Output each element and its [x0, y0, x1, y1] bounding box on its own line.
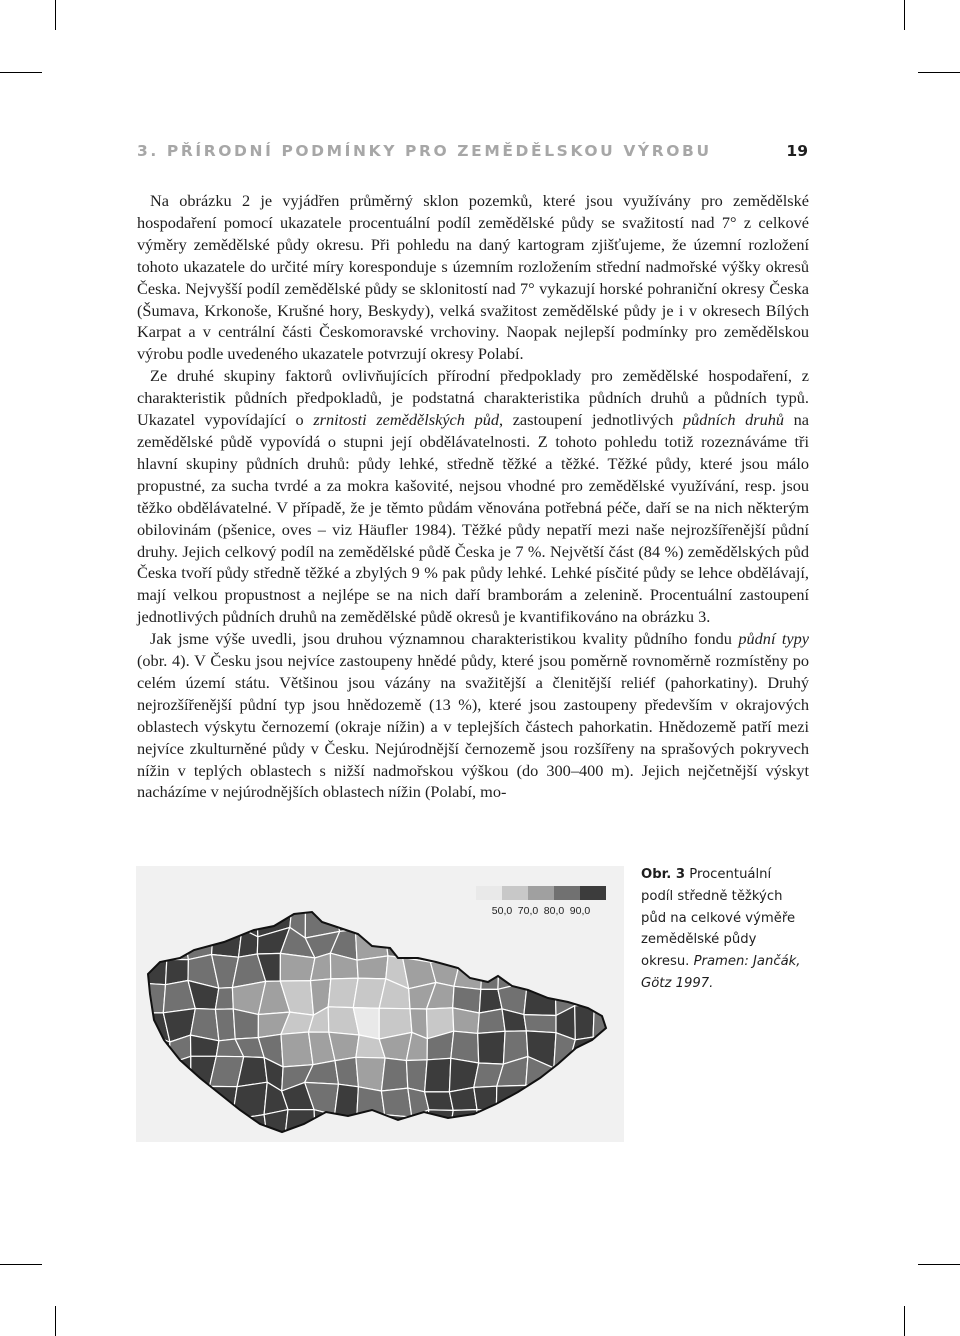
running-head: [137, 142, 808, 164]
district-shape: [215, 1009, 235, 1041]
crop-mark: [904, 1306, 905, 1336]
legend-swatch: [528, 886, 554, 900]
caption-label: Obr. 3: [641, 867, 686, 882]
caption-text: Procentuální podíl středně těžkých půd na celkové výměře zemědělské půdy okresu.: [641, 867, 796, 970]
district-shape: [215, 988, 233, 1010]
paragraph: [137, 365, 809, 628]
district-shape: [233, 1009, 258, 1039]
district-shape: [453, 1008, 480, 1034]
district-shape: [406, 1060, 427, 1092]
text-run: Jak jsme výše uvedli, jsou druhou významnou charakteristikou kvality půdního fondu: [150, 629, 739, 649]
emphasis-text: zrnitosti zemědělských půd: [313, 410, 499, 430]
crop-mark: [904, 0, 905, 30]
district-shape: [425, 1058, 451, 1092]
district-map: [136, 866, 624, 1142]
text-run: Ze druhé skupiny faktorů ovlivňujících přírodní předpoklady pro zemědělské hospodaření, z charakteristik půdních předpokladů, je podstatná charakteristika půdních druhů a půdních typů. Ukazatel vypovídající o: [137, 366, 809, 430]
district-shape: [425, 1092, 454, 1111]
crop-mark: [0, 72, 42, 73]
crop-mark: [55, 0, 56, 30]
paragraph: [137, 190, 809, 365]
crop-mark: [55, 1306, 56, 1336]
legend-label: 70,0: [517, 905, 539, 917]
district-shape: [356, 1057, 385, 1091]
page-number: 19: [786, 142, 808, 160]
paragraph: [137, 628, 809, 803]
district-shape: [478, 1009, 505, 1034]
legend-label: 50,0: [491, 905, 513, 917]
crop-mark: [918, 72, 960, 73]
text-run: (obr. 4). V Česku jsou nejvíce zastoupeny hnědé půdy, které jsou poměrně rovnoměrně rozmístěny po celém území státu. Většinou jsou vázány na svažitější a členitější reliéf (pahorkatiny). Druhý nejrozšířenější půdní typ jsou hnědozemě (13 %), které jsou zastoupeny především v okrajových oblastech výskytu černozemí (okraje nížin) a v teplejších částech pahorkatin. Hnědozemě patří mezi nejvíce zkulturněné půdy v Česku. Nejúrodnější černozemě jsou rozšířeny na sprašových pokryvech nížin v teplých oblastech s nižší nadmořskou výškou (do 300–400 m). Jejich nejčetnější výskyt nacházíme v nejúrodnějších oblastech nížin (Polabí, mo-: [137, 651, 809, 802]
text-run: , zastoupení jednotlivých: [499, 410, 684, 430]
caption-source: Pramen: Jančák, Götz 1997.: [641, 954, 801, 991]
text-run: na zemědělské půdě vypovídá o stupni její obdělávatelnosti. Z tohoto pohledu totiž rozeznáváme tři hlavní skupiny půdních druhů: půdy lehké, středně těžké a těžké. Těžké půdy, které jsou málo propustné, za sucha tvrdé a za mokra kašovité, nejsou vhodné pro zemědělské využívání, resp. jsou těžko obdělávatelné. V případě, že je těmto půdám věnována potřebná péče, daří se na nich některým obilovinám (pšenice, oves – viz Häufler 1984). Těžké půdy nepatří mezi naše nejrozšířenější půdní druhy. Jejich celkový podíl na zemědělské půdě Česka je 7 %. Největší část (84 %) zemědělských půd Česka tvoří půdy středně těžké a zbylých 9 % pak půdy lehké. Lehké písčité půdy se lehce obdělávají, mají velkou propustnost a nejlépe se na nich daří bramborám a zelenině. Procentuální zastoupení jednotlivých půdních druhů na zemědělské půdě okresů je kvantifikováno na obrázku 3.: [137, 410, 810, 627]
legend-swatch: [554, 886, 580, 900]
district-shape: [281, 1032, 313, 1067]
district-shape: [451, 1031, 479, 1063]
district-shape: [524, 1015, 556, 1033]
crop-mark: [0, 1264, 42, 1265]
district-shape: [478, 1031, 505, 1064]
crop-mark: [918, 1264, 960, 1265]
emphasis-text: půdních druhů: [683, 410, 785, 430]
figure-caption: [641, 864, 801, 995]
section-title: 3. PŘÍRODNÍ PODMÍNKY PRO ZEMĚDĚLSKOU VÝROBU: [137, 142, 712, 160]
district-shape: [335, 1057, 358, 1087]
district-shape: [280, 953, 315, 981]
legend-label: 80,0: [543, 905, 565, 917]
soil-map-figure: [136, 866, 624, 1142]
legend-swatch: [476, 886, 502, 900]
legend-swatch: [580, 886, 606, 900]
legend-label: 90,0: [569, 905, 591, 917]
district-shape: [335, 1084, 359, 1116]
legend-swatch: [502, 886, 528, 900]
text-run: Na obrázku 2 je vyjádřen průměrný sklon pozemků, které jsou využívány pro zemědělské hospodaření pomocí ukazatele procentuální podíl zemědělské půdy se svažitostí nad 7° z celkové výměry zemědělské půdy okresu. Při pohledu na daný kartogram zjišťujeme, že územní rozložení tohoto ukazatele do určité míry koresponduje s územním rozložením střední nadmořské výšky okresů Česka. Nejvyšší podíl zemědělské půdy se sklonitostí nad 7° vykazují horské pohraniční okresy Česka (Šumava, Krkonoše, Krušné hory, Beskydy), velká svažitost zemědělské půdy je i v okresech Bílých Karpat a v centrální části Českomoravské vrchoviny. Naopak nejlepší podmínky pro zemědělskou výrobu podle uvedeného ukazatele potvrzují okresy Polabí.: [137, 191, 809, 364]
emphasis-text: půdní typy: [738, 629, 809, 649]
district-shape: [381, 1058, 407, 1091]
district-shape: [357, 956, 388, 979]
district-shape: [449, 1087, 477, 1110]
district-shape: [381, 1088, 411, 1117]
body-text: [137, 190, 809, 803]
